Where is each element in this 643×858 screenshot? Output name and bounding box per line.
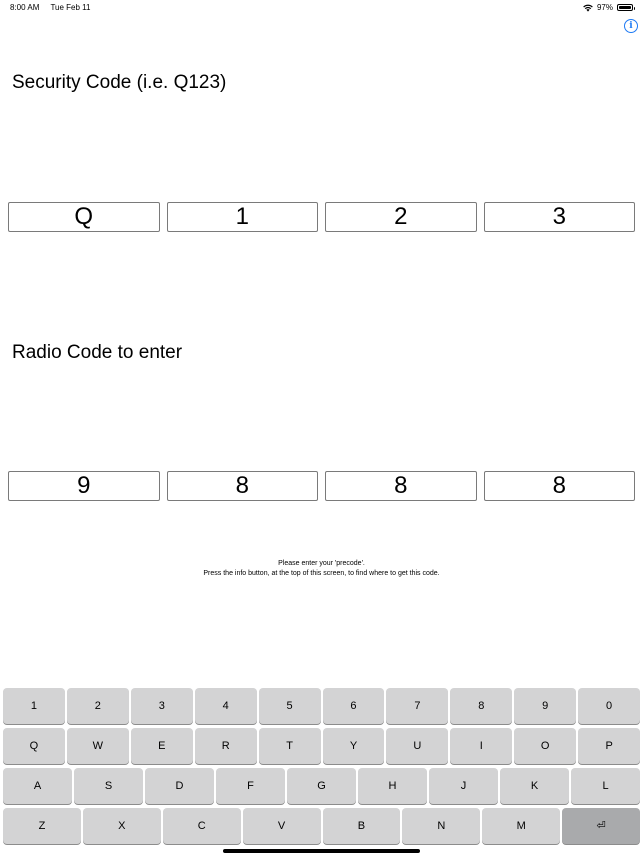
key-k[interactable]: K [500,768,569,804]
key-h[interactable]: H [358,768,427,804]
radio-code-box-3: 8 [325,471,477,501]
radio-code-box-2: 8 [167,471,319,501]
key-q[interactable]: Q [3,728,65,764]
key-s[interactable]: S [74,768,143,804]
security-code-box-1[interactable]: Q [8,202,160,232]
keyboard-row-digits [3,688,640,724]
keyboard [0,684,643,858]
radio-code-row [8,471,635,501]
key-8[interactable]: 8 [450,688,512,724]
key-c[interactable]: C [163,808,241,844]
key-u[interactable]: U [386,728,448,764]
key-m[interactable]: M [482,808,560,844]
key-d[interactable]: D [145,768,214,804]
key-5[interactable]: 5 [259,688,321,724]
keyboard-row-home [3,768,640,804]
security-code-box-3[interactable]: 2 [325,202,477,232]
battery-icon [617,4,633,11]
radio-code-box-1: 9 [8,471,160,501]
info-icon: i [629,21,633,31]
key-p[interactable]: P [578,728,640,764]
home-indicator [223,849,420,853]
key-y[interactable]: Y [323,728,385,764]
battery-percent: 97% [596,3,613,12]
key-w[interactable]: W [67,728,129,764]
key-2[interactable]: 2 [67,688,129,724]
status-left [10,3,99,12]
key-v[interactable]: V [243,808,321,844]
key-a[interactable]: A [3,768,72,804]
key-n[interactable]: N [402,808,480,844]
radio-code-title: Radio Code to enter [12,342,183,363]
status-right [583,3,633,12]
status-time: 8:00 AM [10,3,40,12]
key-9[interactable]: 9 [514,688,576,724]
info-button[interactable] [624,19,638,33]
hint-text [0,559,643,579]
keyboard-row-bottom [3,808,640,844]
key-e[interactable]: E [131,728,193,764]
key-4[interactable]: 4 [195,688,257,724]
return-key[interactable]: ⏎ [562,808,640,844]
key-j[interactable]: J [429,768,498,804]
key-0[interactable]: 0 [578,688,640,724]
key-i[interactable]: I [450,728,512,764]
key-b[interactable]: B [323,808,401,844]
hint-line-1: Please enter your 'precode'. [278,560,365,567]
key-f[interactable]: F [216,768,285,804]
key-z[interactable]: Z [3,808,81,844]
key-7[interactable]: 7 [386,688,448,724]
security-code-title: Security Code (i.e. Q123) [12,72,227,93]
hint-line-2: Press the info button, at the top of this screen, to find where to get this code. [203,570,440,577]
status-date: Tue Feb 11 [50,3,91,12]
security-code-box-2[interactable]: 1 [167,202,319,232]
radio-code-box-4: 8 [484,471,636,501]
keyboard-row-top [3,728,640,764]
key-g[interactable]: G [287,768,356,804]
battery-fill [619,6,631,9]
key-t[interactable]: T [259,728,321,764]
key-1[interactable]: 1 [3,688,65,724]
wifi-icon [583,4,593,12]
key-o[interactable]: O [514,728,576,764]
security-code-row [8,202,635,232]
security-code-box-4[interactable]: 3 [484,202,636,232]
key-3[interactable]: 3 [131,688,193,724]
key-r[interactable]: R [195,728,257,764]
key-6[interactable]: 6 [323,688,385,724]
status-bar [0,0,643,16]
key-l[interactable]: L [571,768,640,804]
key-x[interactable]: X [83,808,161,844]
